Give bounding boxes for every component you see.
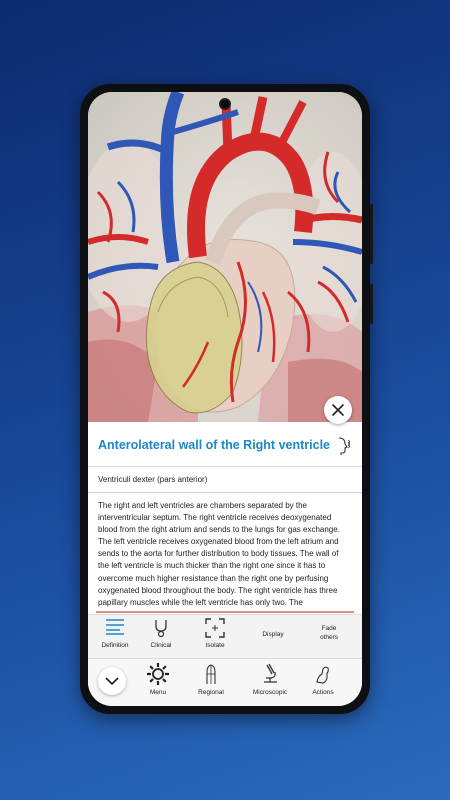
- fade-others-label-1: Fade: [321, 625, 337, 632]
- actions-label: Actions: [312, 689, 334, 696]
- scroll-divider: [96, 611, 354, 613]
- chevron-down-icon: [98, 667, 126, 695]
- app-screen: [88, 92, 362, 706]
- isolate-icon: [204, 617, 226, 639]
- pronunciation-icon[interactable]: [336, 436, 350, 456]
- isolate-tab[interactable]: [188, 615, 242, 659]
- regional-body-icon: [201, 662, 221, 686]
- microscopic-label: Microscopic: [252, 689, 288, 696]
- microscopic-button[interactable]: [243, 659, 297, 703]
- phone-frame: [80, 84, 370, 714]
- anatomy-3d-viewer[interactable]: [88, 92, 362, 422]
- isolate-label: Isolate: [205, 642, 225, 649]
- close-button[interactable]: [324, 396, 352, 424]
- volume-button: [370, 204, 373, 264]
- heart-model-illustration: [88, 92, 362, 422]
- display-tab[interactable]: [246, 615, 300, 659]
- power-button: [370, 284, 373, 324]
- display-label: Display: [262, 631, 284, 638]
- actions-button[interactable]: [296, 659, 350, 703]
- stethoscope-icon: [151, 618, 171, 638]
- menu-button[interactable]: [131, 659, 185, 703]
- fade-others-tab[interactable]: [302, 615, 356, 659]
- definition-label: Definition: [101, 642, 129, 649]
- panel-toolbar: [88, 614, 362, 658]
- fade-others-label-2: others: [319, 634, 339, 641]
- close-icon: [331, 403, 345, 417]
- regional-button[interactable]: [184, 659, 238, 703]
- microscope-icon: [260, 662, 280, 686]
- bottom-nav: [88, 658, 362, 706]
- front-camera: [219, 98, 231, 110]
- clinical-label: Clinical: [150, 642, 172, 649]
- actions-arm-icon: [313, 662, 333, 686]
- menu-label: Menu: [149, 689, 167, 696]
- definition-text: The right and left ventricles are chambers separated by the interventricular septum. The right ventricle receives deoxygenated blood from the right atrium and sends to the lungs for gas exchange. The left ventricle receives oxygenated blood from the left atrium and sends to the aorta for further distribution to body tissues. The wall of the left ventricle is much thicker than the right one since it has to overcome much higher resistance than the right one by perfusing oxygenated blood throughout the body. The right ventricle has three papillary muscles while the left ventricle has only two. The: [98, 501, 340, 607]
- regional-label: Regional: [198, 689, 224, 696]
- list-icon: [104, 618, 126, 636]
- structure-title: Anterolateral wall of the Right ventricle: [98, 438, 330, 452]
- gear-icon: [146, 662, 170, 686]
- collapse-button[interactable]: [98, 667, 126, 695]
- latin-name: Ventriculi dexter (pars anterior): [98, 475, 208, 484]
- structure-title-bar: [88, 425, 362, 467]
- latin-name-row: [88, 467, 362, 493]
- clinical-tab[interactable]: [134, 615, 188, 659]
